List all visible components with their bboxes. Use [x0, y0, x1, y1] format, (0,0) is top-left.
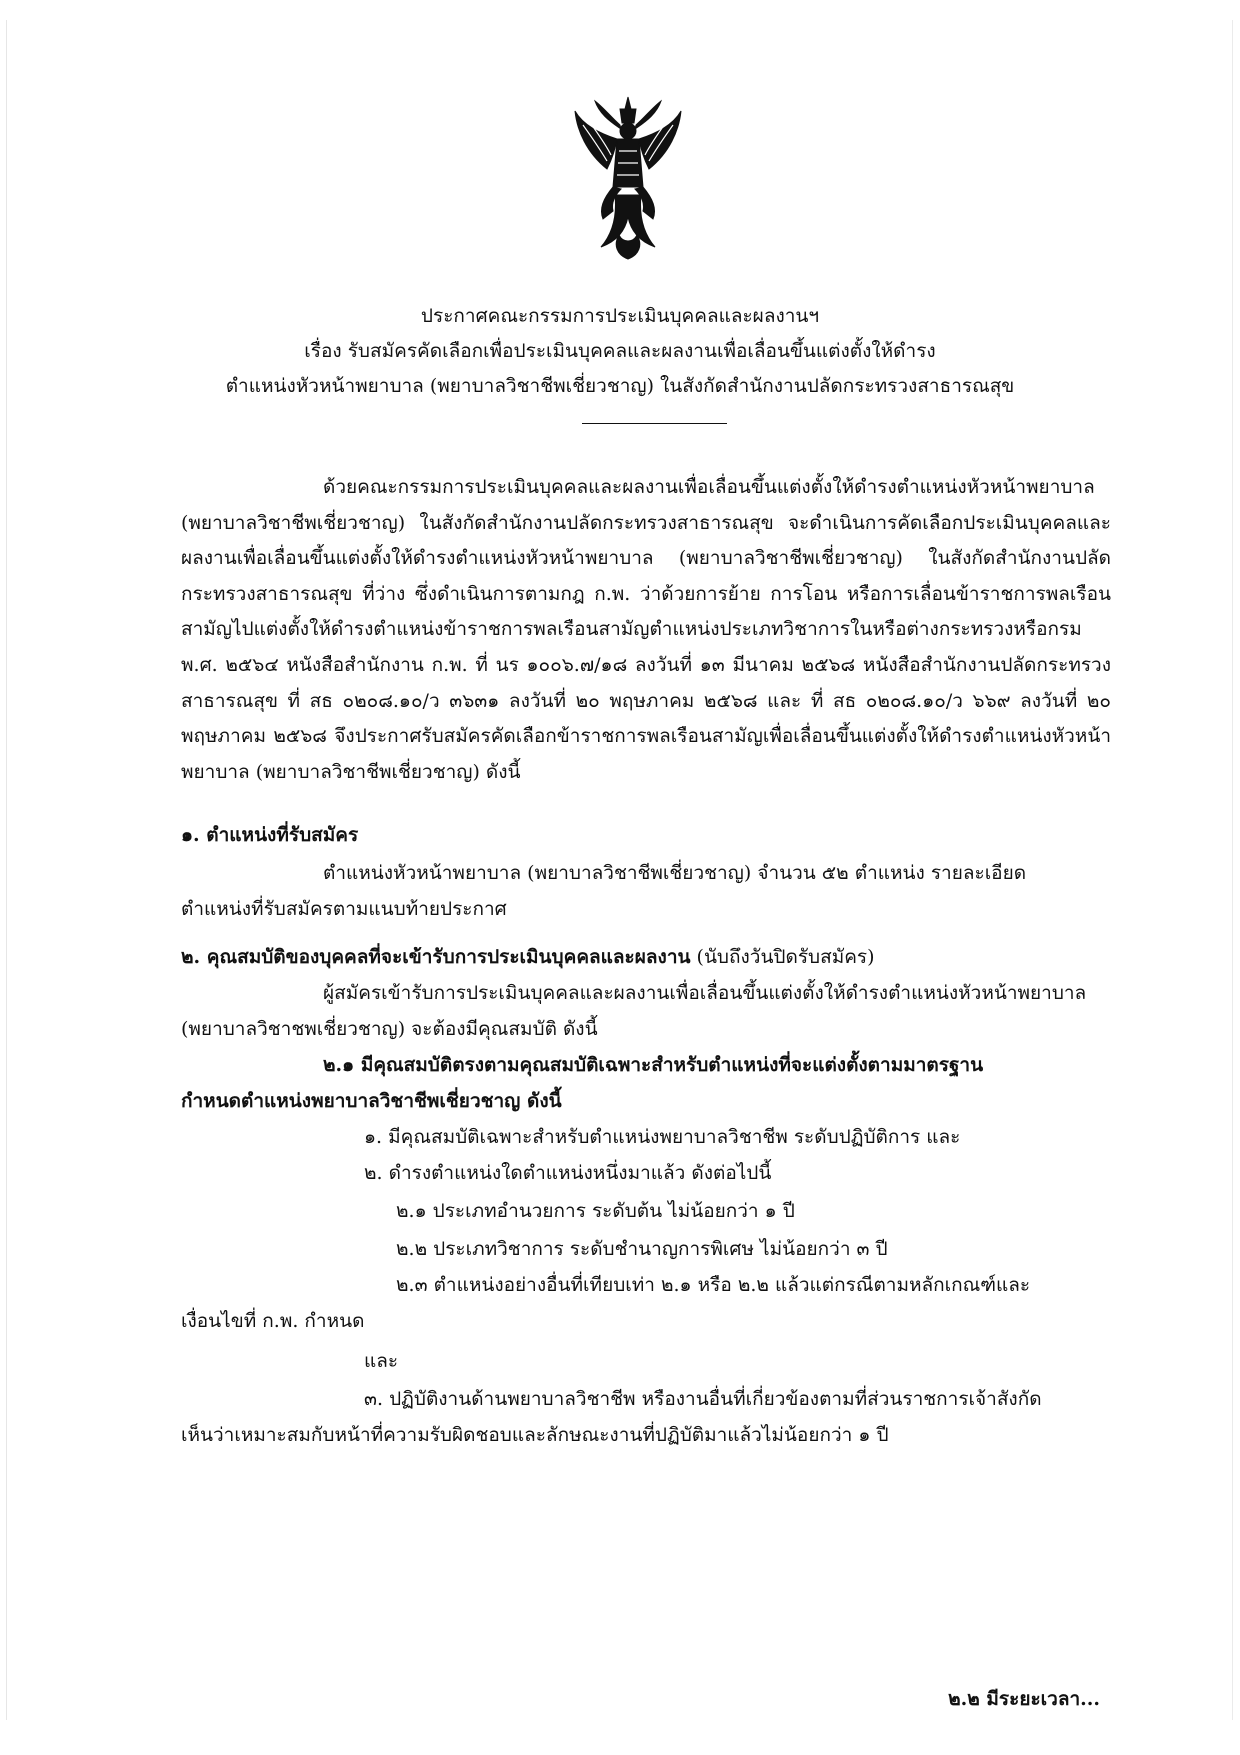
- qualification-item-2-1: ๒.๑ ประเภทอำนวยการ ระดับต้น ไม่น้อยกว่า ๑ ปี: [396, 1200, 795, 1222]
- section-1-text: ตำแหน่งหัวหน้าพยาบาล (พยาบาลวิชาชีพเชี่ยวชาญ) จำนวน ๕๒ ตำแหน่ง รายละเอียด: [323, 862, 1027, 884]
- qualification-item-2-3-cont: เงื่อนไขที่ ก.พ. กำหนด: [181, 1310, 365, 1332]
- qualification-item-3: ๓. ปฏิบัติงานด้านพยาบาลวิชาชีพ หรืองานอื่นที่เกี่ยวข้องตามที่ส่วนราชการเจ้าสังกัด: [364, 1388, 1042, 1410]
- scan-edge-right: [1232, 20, 1233, 1720]
- section-1-text-cont: ตำแหน่งที่รับสมัครตามแนบท้ายประกาศ: [181, 898, 507, 920]
- section-2-intro-cont: (พยาบาลวิชาชพเชี่ยวชาญ) จะต้องมีคุณสมบัติ ดังนี้: [181, 1018, 598, 1040]
- scan-edge-left: [6, 20, 7, 1720]
- announcement-issuer: ประกาศคณะกรรมการประเมินบุคคลและผลงานฯ: [420, 305, 820, 327]
- header-divider: [582, 423, 727, 424]
- section-2-heading-note: (นับถึงวันปิดรับสมัคร): [696, 946, 875, 968]
- subsection-2-1-heading-cont: กำหนดตำแหน่งพยาบาลวิชาชีพเชี่ยวชาญ ดังนี้: [181, 1090, 562, 1112]
- page-continuation: ๒.๒ มีระยะเวลา...: [948, 1688, 1100, 1710]
- qualification-item-2-2: ๒.๒ ประเภทวิชาการ ระดับชำนาญการพิเศษ ไม่น้อยกว่า ๓ ปี: [396, 1238, 888, 1260]
- qualification-item-2: ๒. ดำรงตำแหน่งใดตำแหน่งหนึ่งมาแล้ว ดังต่อไปนี้: [364, 1162, 772, 1184]
- announcement-subject-cont: ตำแหน่งหัวหน้าพยาบาล (พยาบาลวิชาชีพเชี่ยวชาญ) ในสังกัดสำนักงานปลัดกระทรวงสาธารณสุข: [225, 375, 1015, 397]
- section-2-intro: ผู้สมัครเข้ารับการประเมินบุคคลและผลงานเพื่อเลื่อนขึ้นแต่งตั้งให้ดำรงตำแหน่งหัวหน้าพยาบาล: [323, 982, 1087, 1004]
- garuda-emblem-icon: [573, 95, 683, 260]
- conjunction-and: และ: [364, 1350, 399, 1372]
- section-2-heading: ๒. คุณสมบัติของบุคคลที่จะเข้ารับการประเมินบุคคลและผลงาน: [181, 946, 691, 968]
- intro-paragraph: ด้วยคณะกรรมการประเมินบุคคลและผลงานเพื่อเลื่อนขึ้นแต่งตั้งให้ดำรงตำแหน่งหัวหน้าพยาบาล (พยาบาลวิชาชีพเชี่ยวชาญ) ในสังกัดสำนักงานปลัดกระทรวงสาธารณสุข จะดำเนินการคัดเลือกประเมินบุคคลและผลงานเพื่อเลื่อนขึ้นแต่งตั้งให้ดำรงตำแหน่งหัวหน้าพยาบาล (พยาบาลวิชาชีพเชี่ยวชาญ) ในสังกัดสำนักงานปลัดกระทรวงสาธารณสุข ที่ว่าง ซึ่งดำเนินการตามกฎ ก.พ. ว่าด้วยการย้าย การโอน หรือการเลื่อนข้าราชการพลเรือนสามัญไปแต่งตั้งให้ดำรงตำแหน่งข้าราชการพลเรือนสามัญตำแหน่งประเภทวิชาการในหรือต่างกระทรวงหรือกรม พ.ศ. ๒๕๖๔ หนังสือสำนักงาน ก.พ. ที่ นร ๑๐๐๖.๗/๑๘ ลงวันที่ ๑๓ มีนาคม ๒๕๖๘ หนังสือสำนักงานปลัดกระทรวงสาธารณสุข ที่ สธ ๐๒๐๘.๑๐/ว ๓๖๓๑ ลงวันที่ ๒๐ พฤษภาคม ๒๕๖๘ และ ที่ สธ ๐๒๐๘.๑๐/ว ๖๖๙ ลงวันที่ ๒๐ พฤษภาคม ๒๕๖๘ จึงประกาศรับสมัครคัดเลือกข้าราชการพลเรือนสามัญเพื่อเลื่อนขึ้นแต่งตั้งให้ดำรงตำแหน่งหัวหน้าพยาบาล (พยาบาลวิชาชีพเชี่ยวชาญ) ดังนี้: [181, 476, 1111, 783]
- announcement-subject: เรื่อง รับสมัครคัดเลือกเพื่อประเมินบุคคลและผลงานเพื่อเลื่อนขึ้นแต่งตั้งให้ดำรง: [304, 340, 936, 362]
- section-2-heading-row: [181, 942, 875, 972]
- subsection-2-1-heading: ๒.๑ มีคุณสมบัติตรงตามคุณสมบัติเฉพาะสำหรับตำแหน่งที่จะแต่งตั้งตามมาตรฐาน: [323, 1054, 984, 1076]
- section-1-heading: ๑. ตำแหน่งที่รับสมัคร: [181, 824, 359, 846]
- qualification-item-1: ๑. มีคุณสมบัติเฉพาะสำหรับตำแหน่งพยาบาลวิชาชีพ ระดับปฏิบัติการ และ: [364, 1126, 961, 1148]
- qualification-item-2-3: ๒.๓ ตำแหน่งอย่างอื่นที่เทียบเท่า ๒.๑ หรือ ๒.๒ แล้วแต่กรณีตามหลักเกณฑ์และ: [396, 1274, 1031, 1296]
- qualification-item-3-cont: เห็นว่าเหมาะสมกับหน้าที่ความรับผิดชอบและลักษณะงานที่ปฏิบัติมาแล้วไม่น้อยกว่า ๑ ปี: [181, 1424, 889, 1446]
